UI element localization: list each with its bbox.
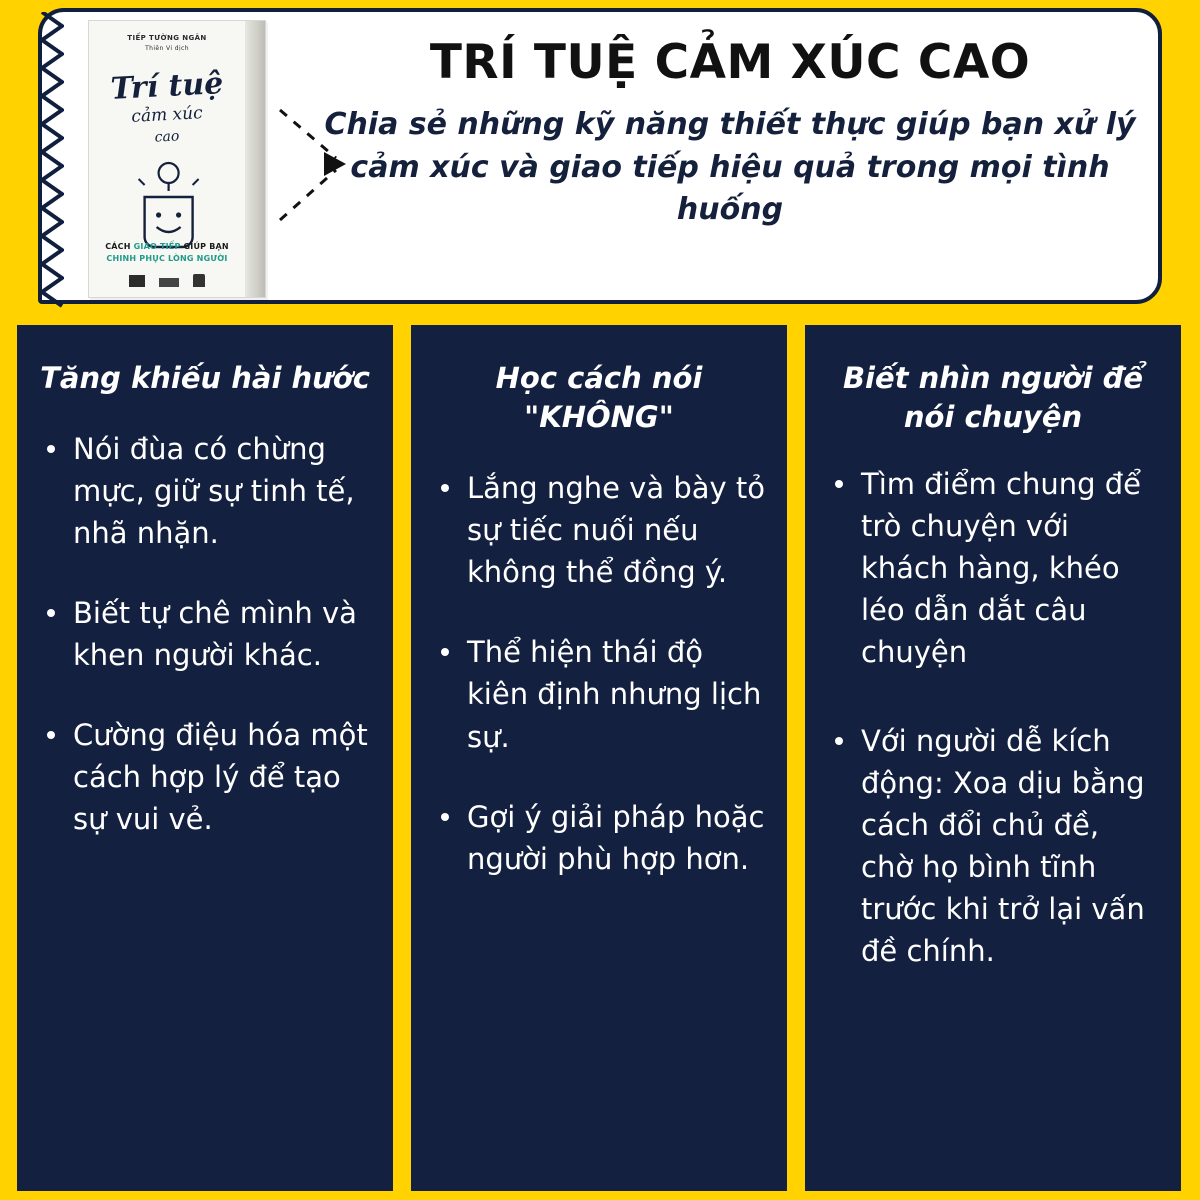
book-title-line2: cảm xúc <box>130 103 204 127</box>
column-humor <box>14 322 396 1194</box>
book-tagline-line2: CHINH PHỤC LÒNG NGƯỜI <box>106 254 228 263</box>
publisher-logo-2 <box>159 278 179 287</box>
publisher-logos <box>89 274 245 287</box>
list-item: Với người dễ kích động: Xoa dịu bằng cách đổi chủ đề, chờ họ bình tĩnh trước khi trở lại vấn đề chính. <box>831 720 1159 972</box>
book-cover-image <box>70 10 300 310</box>
column-title: Biết nhìn người để nói chuyện <box>842 361 1144 435</box>
book-spine <box>245 21 265 297</box>
book-translator: Thiên Vi dịch <box>145 44 189 52</box>
list-item: Tìm điểm chung để trò chuyện với khách hàng, khéo léo dẫn dắt câu chuyện <box>831 463 1159 673</box>
list-item: Lắng nghe và bày tỏ sự tiếc nuối nếu không thể đồng ý. <box>437 467 765 593</box>
lightbulb-face-icon <box>127 157 211 253</box>
column-title: Học cách nói "KHÔNG" <box>495 361 703 435</box>
column-reading-people <box>802 322 1184 1194</box>
book-title-line1: Trí tuệ <box>109 66 225 107</box>
book-tagline-accent: GIAO TIẾP <box>133 242 181 251</box>
list-item: Nói đùa có chừng mực, giữ sự tinh tế, nhã nhặn. <box>43 428 371 554</box>
book-author: TIẾP TƯỜNG NGÂN <box>127 34 207 42</box>
column-points-list <box>827 463 1159 972</box>
book-title-line3: cao <box>154 128 180 146</box>
column-points-list <box>39 428 371 840</box>
list-item: Gợi ý giải pháp hoặc người phù hợp hơn. <box>437 796 765 880</box>
list-item: Biết tự chê mình và khen người khác. <box>43 592 371 676</box>
book-tagline-line1 <box>89 242 245 251</box>
header-panel <box>38 8 1162 304</box>
book-tagline-prefix: CÁCH <box>105 242 134 251</box>
header-text-block <box>312 36 1148 232</box>
publisher-logo-1 <box>129 275 145 287</box>
torn-edge-decoration <box>38 12 64 308</box>
column-title: Tăng khiếu hài hước <box>40 361 370 395</box>
column-saying-no <box>408 322 790 1194</box>
content-columns <box>14 322 1186 1194</box>
column-points-list <box>433 467 765 879</box>
page-title: TRÍ TUỆ CẢM XÚC CAO <box>429 35 1031 90</box>
list-item: Thể hiện thái độ kiên định nhưng lịch sự. <box>437 631 765 757</box>
list-item: Cường điệu hóa một cách hợp lý để tạo sự vui vẻ. <box>43 714 371 840</box>
book-author-block <box>89 33 245 53</box>
book-tagline-suffix: GIÚP BẠN <box>180 242 229 251</box>
page-subtitle: Chia sẻ những kỹ năng thiết thực giúp bạn xử lý cảm xúc và giao tiếp hiệu quả trong mọi tình huống <box>324 107 1136 228</box>
publisher-logo-3 <box>193 274 205 287</box>
book-cover <box>88 20 266 298</box>
